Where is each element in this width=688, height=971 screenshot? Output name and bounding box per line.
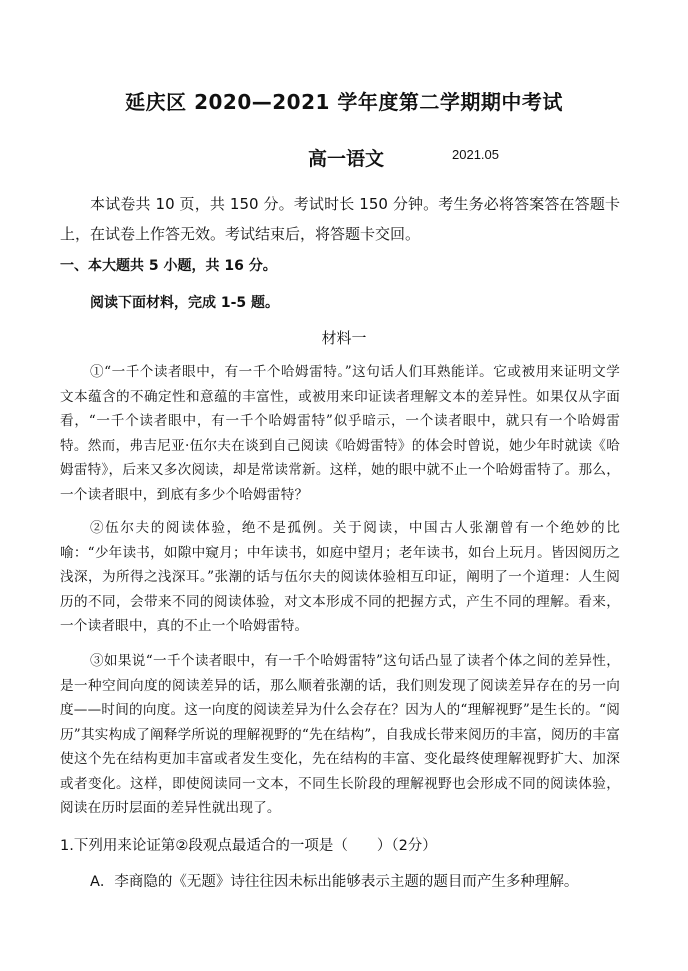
exam-title: 延庆区 2020—2021 学年度第二学期期中考试 [125,90,563,114]
subject-title: 高一语文 [308,148,385,170]
exam-date: 2021.05 [452,147,499,162]
material-label: 材料一 [321,329,367,347]
question-1-stem: 1.下列用来论证第②段观点最适合的一项是（ ）（2分） [60,838,437,854]
question-1-option-a: A．李商隐的《无题》诗往往因未标出能够表示主题的题目而产生多种理解。 [90,874,579,890]
paragraph-3: ③如果说“一千个读者眼中，有一千个哈姆雷特”这句话凸显了读者个体之间的差异性，是一种空间向度的阅读差异的话，那么顺着张潮的话，我们则发现了阅读差异存在的另一向度——时间的向度。这一向度的阅读差异为什么会存在？因为人的“理解视野”是生长的。“阅历”其实构成了阐释学所说的理解视野的“先在结构”，自我成长带来阅历的丰富，阅历的丰富使这个先在结构更加丰富或者发生变化，先在结构的丰富、变化最终使理解视野扩大、加深或者变化。这样，即使阅读同一文本，不同生长阶段的理解视野也会形成不同的阅读体验，阅读在历时层面的差异性就出现了。 [60,653,620,816]
paragraph-2: ②伍尔夫的阅读体验，绝不是孤例。关于阅读，中国古人张潮曾有一个绝妙的比喻：“少年读书，如隙中窥月；中年读书，如庭中望月；老年读书，如台上玩月。皆因阅历之浅深，为所得之浅深耳。”张潮的话与伍尔夫的阅读体验相互印证，阐明了一个道理：人生阅历的不同，会带来不同的阅读体验，对文本形成不同的把握方式，产生不同的理解。看来，一个读者眼中，真的不止一个哈姆雷特。 [60,520,620,634]
exam-instructions: 本试卷共 10 页，共 150 分。考试时长 150 分钟。考生务必将答案答在答题卡上，在试卷上作答无效。考试结束后，将答题卡交回。 [60,195,620,243]
section-heading: 一、本大题共 5 小题，共 16 分。 [60,258,277,274]
paragraph-1: ①“一千个读者眼中，有一千个哈姆雷特。”这句话人们耳熟能详。它或被用来证明文学文本蕴含的不确定性和意蕴的丰富性，或被用来印证读者理解文本的差异性。如果仅从字面看，“一千个读者眼中，有一千个哈姆雷特”似乎暗示，一个读者眼中，就只有一个哈姆雷特。然而，弗吉尼亚·伍尔夫在谈到自己阅读《哈姆雷特》的体会时曾说，她少年时就读《哈姆雷特》，后来又多次阅读，却是常读常新。这样，她的眼中就不止一个哈姆雷特了。那么，一个读者眼中，到底有多少个哈姆雷特？ [60,364,620,503]
reading-instruction: 阅读下面材料，完成 1-5 题。 [90,295,280,311]
